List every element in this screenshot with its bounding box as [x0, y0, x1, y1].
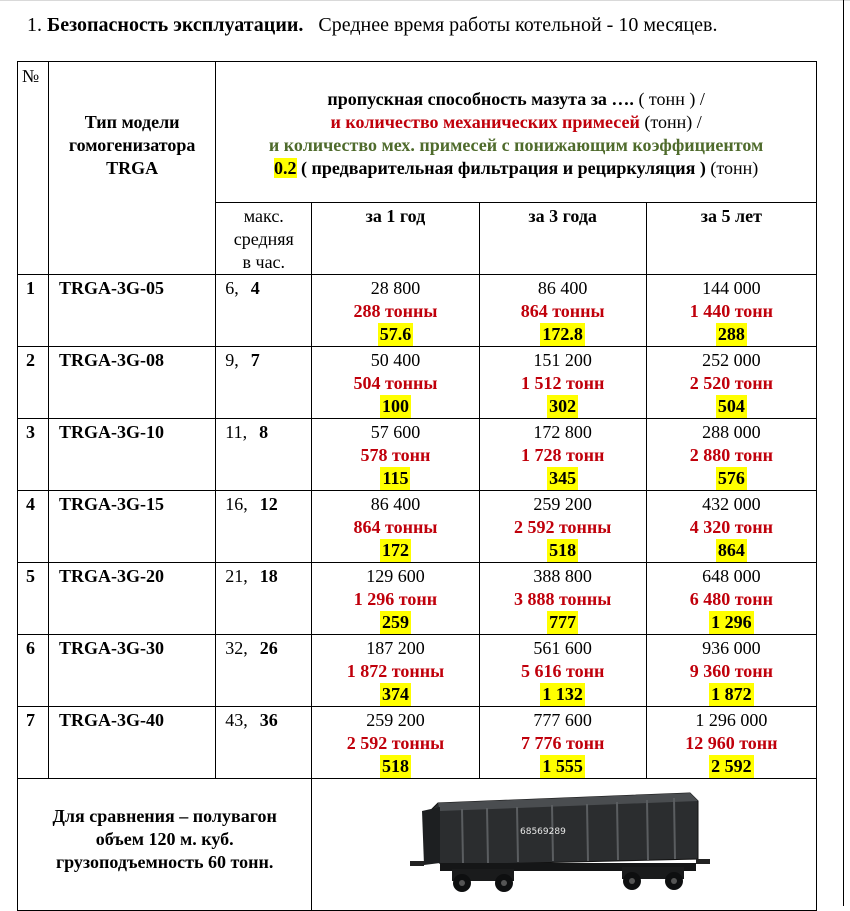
max-per-hour: 6, [225, 278, 239, 298]
period-cell-y1 [312, 275, 479, 347]
row-max-avg [216, 563, 312, 635]
period-cell-y1 [312, 635, 479, 707]
table-row [18, 491, 817, 563]
avg-per-hour: 18 [259, 566, 278, 586]
filtered-impurities: 115 [382, 468, 409, 488]
row-number-text: 6 [26, 638, 35, 658]
desc-coefficient: 0.2 [274, 158, 297, 178]
filtered-impurities: 1 872 [711, 684, 752, 704]
row-number-text: 7 [26, 710, 35, 730]
max-header-line: в час. [242, 252, 286, 272]
row-number [18, 347, 49, 419]
fuel-throughput: 561 600 [533, 638, 592, 658]
period-cell-y1 [312, 347, 479, 419]
desc-line3-green: и количество мех. примесей с понижающим коэффициентом [268, 135, 764, 155]
num-header: № [18, 62, 49, 275]
row-number-text: 1 [26, 278, 35, 298]
max-per-hour: 11, [225, 422, 248, 442]
avg-per-hour: 4 [250, 278, 260, 298]
mechanical-impurities: 504 тонны [353, 373, 438, 393]
filtered-impurities: 1 132 [542, 684, 583, 704]
mechanical-impurities: 1 728 тонн [520, 445, 605, 465]
fuel-throughput: 28 800 [370, 278, 421, 298]
section-title: Безопасность эксплуатации. [47, 14, 304, 36]
period-header-1y: за 1 год [312, 203, 479, 275]
filtered-impurities: 345 [549, 468, 577, 488]
model-header-line: Тип модели [84, 112, 180, 132]
filtered-impurities: 576 [717, 468, 745, 488]
fuel-throughput: 1 296 000 [695, 710, 768, 730]
period-cell-y5 [646, 491, 816, 563]
row-model-text: TRGA-3G-10 [59, 422, 165, 442]
mechanical-impurities: 7 776 тонн [520, 733, 605, 753]
fuel-throughput: 50 400 [370, 350, 421, 370]
period-cell-y3 [479, 491, 646, 563]
mechanical-impurities: 1 440 тонн [689, 301, 774, 321]
fuel-throughput: 648 000 [702, 566, 761, 586]
period-cell-y5 [646, 347, 816, 419]
comparison-line: объем 120 м. куб. [95, 829, 234, 849]
model-header-line: TRGA [106, 158, 159, 178]
period-cell-y1 [312, 491, 479, 563]
period-cell-y3 [479, 347, 646, 419]
period-cell-y3 [479, 563, 646, 635]
row-max-avg [216, 275, 312, 347]
page-right-border [843, 0, 844, 906]
row-number-text: 2 [26, 350, 35, 370]
gondola-railcar [410, 793, 710, 892]
railcar-number: 68569289 [520, 827, 567, 837]
max-header-line: макс. [243, 206, 284, 226]
fuel-throughput: 57 600 [370, 422, 421, 442]
max-per-hour: 21, [225, 566, 248, 586]
period-cell-y5 [646, 275, 816, 347]
period-cell-y5 [646, 419, 816, 491]
period-cell-y1 [312, 563, 479, 635]
filtered-impurities: 172 [381, 540, 409, 560]
period-cell-y5 [646, 563, 816, 635]
row-model [49, 347, 216, 419]
filtered-impurities: 2 592 [711, 756, 752, 776]
fuel-throughput: 187 200 [366, 638, 425, 658]
mechanical-impurities: 3 888 тонны [513, 589, 612, 609]
desc-line1-bold: пропускная способность мазута за …. [327, 89, 639, 109]
period-cell-y3 [479, 419, 646, 491]
filtered-impurities: 288 [717, 324, 745, 344]
row-model-text: TRGA-3G-05 [59, 278, 165, 298]
max-per-hour: 16, [225, 494, 248, 514]
filtered-impurities: 57.6 [379, 324, 412, 344]
comparison-row [18, 779, 817, 911]
row-model [49, 563, 216, 635]
section-subtitle: Среднее время работы котельной - 10 месяцев. [318, 14, 718, 36]
row-model-text: TRGA-3G-08 [59, 350, 165, 370]
desc-line4-normal: (тонн) [705, 158, 759, 178]
fuel-throughput: 172 800 [533, 422, 592, 442]
railcar-image [312, 779, 812, 904]
filtered-impurities: 518 [381, 756, 409, 776]
mechanical-impurities: 1 512 тонн [520, 373, 605, 393]
row-max-avg [216, 347, 312, 419]
section-number: 1. [27, 14, 42, 36]
fuel-throughput: 288 000 [702, 422, 761, 442]
table-row [18, 563, 817, 635]
fuel-throughput: 936 000 [702, 638, 761, 658]
mechanical-impurities: 12 960 тонн [685, 733, 778, 753]
row-number-text: 3 [26, 422, 35, 442]
row-model [49, 275, 216, 347]
section-heading [27, 14, 717, 37]
avg-per-hour: 36 [259, 710, 278, 730]
filtered-impurities: 518 [549, 540, 577, 560]
filtered-impurities: 172.8 [542, 324, 583, 344]
mechanical-impurities: 288 тонны [353, 301, 438, 321]
row-number [18, 707, 49, 779]
model-header [49, 62, 216, 275]
mechanical-impurities: 864 тонны [353, 517, 438, 537]
table-row [18, 419, 817, 491]
filtered-impurities: 1 296 [711, 612, 752, 632]
row-max-avg [216, 635, 312, 707]
mechanical-impurities: 2 592 тонны [346, 733, 445, 753]
mechanical-impurities: 2 592 тонны [513, 517, 612, 537]
desc-line2-normal: (тонн) / [639, 112, 702, 132]
max-header-line: средняя [233, 229, 294, 249]
description-header [216, 62, 817, 203]
mechanical-impurities: 6 480 тонн [689, 589, 774, 609]
model-header-line: гомогенизатора [68, 135, 196, 155]
row-max-avg [216, 491, 312, 563]
period-cell-y3 [479, 707, 646, 779]
row-number-text: 5 [26, 566, 35, 586]
header-row [18, 62, 817, 203]
period-cell-y3 [479, 635, 646, 707]
top-divider [0, 0, 850, 1]
period-cell-y5 [646, 635, 816, 707]
row-number [18, 563, 49, 635]
period-cell-y3 [479, 275, 646, 347]
mechanical-impurities: 578 тонн [360, 445, 431, 465]
mechanical-impurities: 1 872 тонны [346, 661, 445, 681]
filtered-impurities: 100 [381, 396, 409, 416]
filtered-impurities: 504 [717, 396, 745, 416]
period-cell-y1 [312, 419, 479, 491]
desc-line1-normal: ( тонн ) / [638, 89, 705, 109]
table-row [18, 275, 817, 347]
mechanical-impurities: 864 тонны [520, 301, 605, 321]
comparison-line: Для сравнения – полувагон [52, 806, 277, 826]
max-per-hour: 43, [225, 710, 248, 730]
filtered-impurities: 374 [381, 684, 409, 704]
fuel-throughput: 432 000 [702, 494, 761, 514]
desc-line2-red: и количество механических примесей [330, 112, 640, 132]
row-model [49, 635, 216, 707]
mechanical-impurities: 5 616 тонн [520, 661, 605, 681]
fuel-throughput: 259 200 [533, 494, 592, 514]
fuel-throughput: 144 000 [702, 278, 761, 298]
filtered-impurities: 1 555 [542, 756, 583, 776]
mechanical-impurities: 4 320 тонн [689, 517, 774, 537]
row-model-text: TRGA-3G-30 [59, 638, 165, 658]
period-header-3y: за 3 года [479, 203, 646, 275]
row-max-avg [216, 419, 312, 491]
row-model [49, 419, 216, 491]
fuel-throughput: 252 000 [702, 350, 761, 370]
row-number [18, 419, 49, 491]
table-row [18, 707, 817, 779]
max-avg-header [216, 203, 312, 275]
row-model-text: TRGA-3G-15 [59, 494, 165, 514]
fuel-throughput: 129 600 [366, 566, 425, 586]
max-per-hour: 9, [225, 350, 239, 370]
period-cell-y5 [646, 707, 816, 779]
capacity-table [17, 61, 817, 911]
filtered-impurities: 302 [549, 396, 577, 416]
max-per-hour: 32, [225, 638, 248, 658]
period-cell-y1 [312, 707, 479, 779]
row-max-avg [216, 707, 312, 779]
comparison-text [18, 779, 312, 911]
mechanical-impurities: 1 296 тонн [353, 589, 438, 609]
row-number-text: 4 [26, 494, 35, 514]
fuel-throughput: 86 400 [370, 494, 421, 514]
row-model-text: TRGA-3G-40 [59, 710, 165, 730]
fuel-throughput: 777 600 [533, 710, 592, 730]
fuel-throughput: 388 800 [533, 566, 592, 586]
mechanical-impurities: 9 360 тонн [689, 661, 774, 681]
mechanical-impurities: 2 520 тонн [689, 373, 774, 393]
fuel-throughput: 151 200 [533, 350, 592, 370]
railcar-cell [312, 779, 817, 911]
table-row [18, 347, 817, 419]
filtered-impurities: 259 [381, 612, 409, 632]
comparison-line: грузоподъемность 60 тонн. [55, 852, 274, 872]
mechanical-impurities: 2 880 тонн [689, 445, 774, 465]
filtered-impurities: 864 [717, 540, 745, 560]
row-number [18, 491, 49, 563]
fuel-throughput: 259 200 [366, 710, 425, 730]
row-model [49, 707, 216, 779]
row-number [18, 275, 49, 347]
row-number [18, 635, 49, 707]
avg-per-hour: 12 [259, 494, 278, 514]
fuel-throughput: 86 400 [537, 278, 588, 298]
row-model-text: TRGA-3G-20 [59, 566, 165, 586]
avg-per-hour: 7 [250, 350, 260, 370]
row-model [49, 491, 216, 563]
period-header-5y: за 5 лет [646, 203, 816, 275]
avg-per-hour: 8 [259, 422, 269, 442]
filtered-impurities: 777 [549, 612, 577, 632]
avg-per-hour: 26 [259, 638, 278, 658]
desc-line4-bold: ( предварительная фильтрация и рециркуляция ) [296, 158, 706, 178]
table-row [18, 635, 817, 707]
